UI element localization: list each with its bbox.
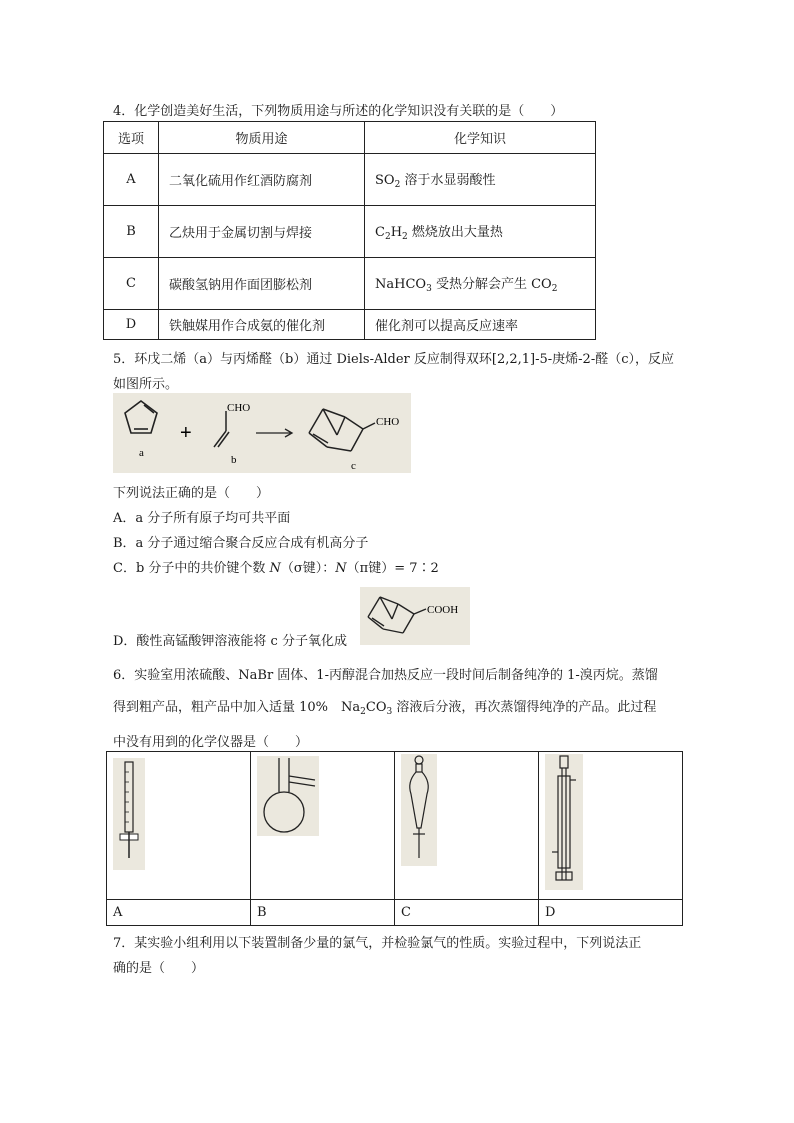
separatory-funnel-icon: [401, 754, 437, 866]
label-b: b: [231, 454, 237, 466]
q7-stem-line2: 确的是（ ）: [113, 961, 205, 976]
option-label-d: D: [539, 900, 683, 926]
table-row: [107, 900, 683, 926]
plus-sign: +: [180, 422, 192, 444]
row-knowledge: $SO_2$ 溶于水显弱酸性: [365, 154, 596, 206]
option-label-a: A: [107, 900, 251, 926]
table-row: [104, 206, 596, 258]
row-knowledge: NaHCO$_3$ 受热分解会产生 $CO_2$: [365, 258, 596, 310]
q6-stem-line1: 6．实验室用浓硫酸、NaBr 固体、1-丙醇混合加热反应一段时间后制备纯净的 1-溴丙烷。蒸馏: [113, 668, 658, 683]
header-knowledge: 化学知识: [365, 122, 596, 154]
carboxylic-acid-product-figure: [360, 587, 470, 645]
row-option: D: [104, 310, 159, 340]
header-option: 选项: [104, 122, 159, 154]
q5-option-a: A．a 分子所有原子均可共平面: [113, 511, 291, 526]
option-label-c: C: [395, 900, 539, 926]
q6-stem-line3: 中没有用到的化学仪器是（ ）: [113, 735, 309, 750]
apparatus-cell-a: [107, 752, 251, 900]
q7-stem-line1: 7．某实验小组利用以下装置制备少量的氯气，并检验氯气的性质。实验过程中，下列说法正: [113, 936, 642, 951]
q6-apparatus-table: [106, 751, 683, 926]
row-use: 二氧化硫用作红酒防腐剂: [159, 154, 365, 206]
burette-icon: [113, 758, 145, 870]
row-option: A: [104, 154, 159, 206]
cooh-label: COOH: [427, 604, 459, 616]
q5-stem-line2: 如图所示。: [113, 377, 179, 392]
apparatus-cell-c: [395, 752, 539, 900]
cho-b: CHO: [227, 402, 251, 414]
table-header-row: [104, 122, 596, 154]
row-option: B: [104, 206, 159, 258]
row-knowledge: $C_2H_2$ 燃烧放出大量热: [365, 206, 596, 258]
q4-stem: 4．化学创造美好生活，下列物质用途与所述的化学知识没有关联的是（ ）: [113, 104, 564, 119]
table-row: [104, 310, 596, 340]
apparatus-cell-b: [251, 752, 395, 900]
q5-prompt: 下列说法正确的是（ ）: [113, 486, 270, 501]
q5-option-b: B．a 分子通过缩合聚合反应合成有机高分子: [113, 536, 369, 551]
cho-c: CHO: [376, 416, 400, 428]
label-a: a: [139, 447, 144, 459]
apparatus-cell-d: [539, 752, 683, 900]
table-row: [104, 154, 596, 206]
q5-option-d: D．酸性高锰酸钾溶液能将 c 分子氧化成: [113, 634, 347, 649]
option-label-b: B: [251, 900, 395, 926]
reaction-scheme-figure: [113, 393, 411, 473]
row-option: C: [104, 258, 159, 310]
header-use: 物质用途: [159, 122, 365, 154]
q4-table: [103, 121, 596, 340]
row-use: 铁触媒用作合成氨的催化剂: [159, 310, 365, 340]
label-c: c: [351, 460, 356, 472]
q6-stem-line2: 得到粗产品，粗产品中加入适量 10% $Na_2CO_3$ 溶液后分液，再次蒸馏得纯净的产品。此过程: [113, 700, 657, 717]
table-row: [107, 752, 683, 900]
q5-stem-line1: 5．环戊二烯（a）与丙烯醛（b）通过 Diels-Alder 反应制得双环[2,2,1]-5-庚烯-2-醛（c），反应: [113, 352, 674, 367]
table-row: [104, 258, 596, 310]
condenser-icon: [545, 754, 583, 890]
row-use: 碳酸氢钠用作面团膨松剂: [159, 258, 365, 310]
q5-option-c: C．b 分子中的共价键个数 N（σ键）：N（π键）= 7∶2: [113, 561, 439, 576]
distilling-flask-icon: [257, 756, 319, 836]
row-use: 乙炔用于金属切割与焊接: [159, 206, 365, 258]
row-knowledge: 催化剂可以提高反应速率: [365, 310, 596, 340]
